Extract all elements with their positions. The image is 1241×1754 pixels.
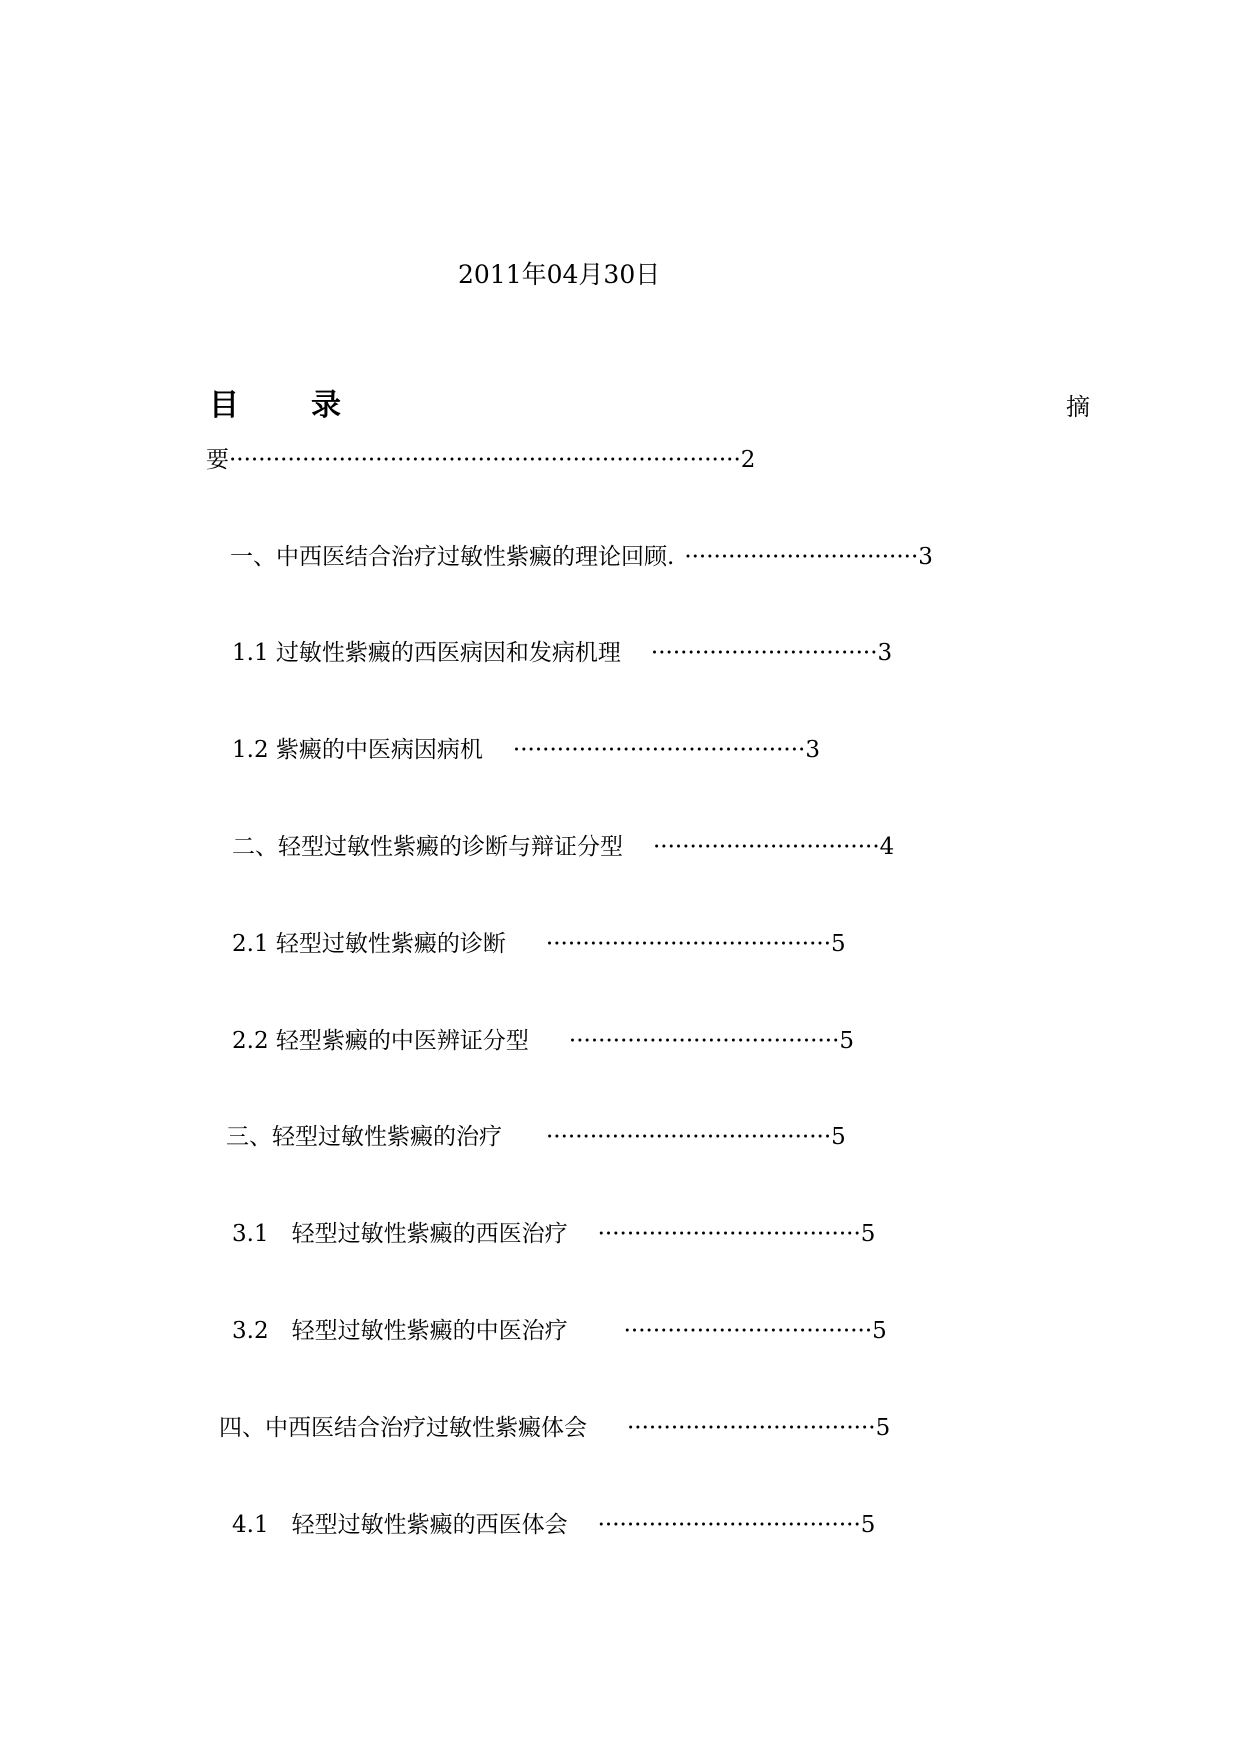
toc-entry-2-1[interactable]	[232, 927, 846, 961]
toc-entry-leader: ····································	[597, 1221, 861, 1247]
toc-entry-3-2[interactable]	[232, 1314, 887, 1348]
toc-entry-page: 3	[918, 544, 933, 570]
toc-entry-leader: ·······································	[545, 931, 832, 957]
toc-entry-label: 要	[206, 447, 229, 473]
toc-entry-page: 4	[879, 834, 895, 860]
toc-entry-3-1[interactable]	[232, 1217, 875, 1251]
toc-entry-page: 5	[860, 1512, 876, 1538]
toc-entry-page: 5	[860, 1221, 876, 1247]
abstract-entry-first-char: 摘	[1066, 393, 1090, 421]
toc-entry-leader: ·····································	[568, 1028, 840, 1054]
toc-entry-page: 5	[875, 1415, 891, 1441]
toc-entry-1-1[interactable]	[232, 636, 892, 670]
toc-entry-leader: ··································	[627, 1415, 876, 1441]
toc-entry-label: 一、中西医结合治疗过敏性紫癜的理论回顾.	[230, 544, 675, 570]
toc-entry-label: 3.2 轻型过敏性紫癜的中医治疗	[232, 1318, 568, 1344]
toc-entry-page: 5	[872, 1318, 887, 1344]
toc-title-char-1: 目	[209, 388, 239, 423]
toc-title-char-2: 录	[311, 388, 341, 423]
toc-entry-label: 1.1 过敏性紫癜的西医病因和发病机理	[232, 640, 621, 666]
toc-entry-leader: ·······························	[653, 834, 880, 860]
toc-entry-chapter-4[interactable]	[219, 1411, 890, 1445]
toc-entry-leader: ····································	[597, 1512, 861, 1538]
toc-entry-label: 2.1 轻型过敏性紫癜的诊断	[232, 931, 506, 957]
toc-entry-chapter-2[interactable]	[232, 830, 894, 864]
toc-entry-leader: ·······································	[546, 1124, 832, 1150]
toc-entry-page: 5	[839, 1028, 855, 1054]
toc-entry-1-2[interactable]	[232, 733, 820, 767]
toc-entry-label: 三、轻型过敏性紫癜的治疗	[226, 1124, 502, 1150]
toc-entry-page: 2	[740, 447, 756, 473]
toc-entry-2-2[interactable]	[232, 1024, 854, 1058]
toc-entry-abstract[interactable]	[206, 443, 755, 477]
toc-entry-label: 4.1 轻型过敏性紫癜的西医体会	[232, 1512, 568, 1538]
toc-title	[209, 386, 341, 426]
toc-entry-leader: ········································	[512, 737, 806, 763]
toc-entry-4-1[interactable]	[232, 1508, 875, 1542]
toc-entry-label: 3.1 轻型过敏性紫癜的西医治疗	[232, 1221, 568, 1247]
toc-entry-label: 四、中西医结合治疗过敏性紫癜体会	[219, 1415, 587, 1441]
toc-entry-page: 5	[831, 1124, 846, 1150]
toc-entry-page: 5	[831, 931, 846, 957]
toc-entry-leader: ·······························	[650, 640, 878, 666]
toc-entry-leader: ··································	[623, 1318, 873, 1344]
toc-entry-leader: ······································································	[229, 447, 741, 473]
toc-entry-chapter-3[interactable]	[226, 1120, 846, 1154]
toc-entry-page: 3	[877, 640, 893, 666]
toc-entry-chapter-1[interactable]	[230, 540, 933, 574]
toc-entry-label: 1.2 紫癜的中医病因病机	[232, 737, 483, 763]
document-date: 2011年04月30日	[458, 260, 661, 289]
toc-entry-label: 2.2 轻型紫癜的中医辨证分型	[232, 1028, 529, 1054]
toc-entry-leader: ································	[684, 544, 919, 570]
toc-entry-label: 二、轻型过敏性紫癜的诊断与辩证分型	[232, 834, 623, 860]
toc-entry-page: 3	[805, 737, 820, 763]
